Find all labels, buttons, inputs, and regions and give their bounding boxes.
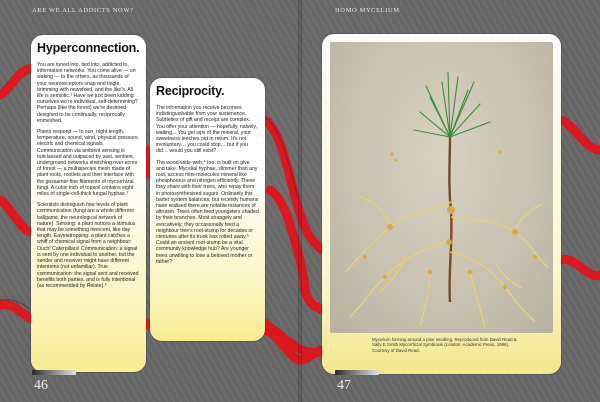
running-head-left: ARE WE ALL ADDICTS NOW? [32,7,134,14]
card1-paragraph: Scientists distinguish four levels of plant communication (fungi are a whole different ballgame, the neurological network of nature). Sensing: a plant notices a stimulus that may be something innocent, like day length. Eavesdropping: a plant catches a whiff of chemical signal from a neighbour: Ouch! Caterpillars! Communication: a signal is sent by one individual to another, but the sender and receiver might have different intentions (not unfamiliar). True communication: the signal sent and received benefits both parties, and is fully intentional (as recommended by Relate).³ [37,202,139,289]
card2-paragraph: The information you receive becomes indistinguishable from your sustenance. Subtleties of gift and receipt are complex. You offer your attention — hopefully, naively, waiting... You get sips of the mineral, your sweetness leeches out in return. It's not involuntary… you could stop… but if you did… would you still exist? [156,105,257,155]
hyperconnection-card [31,35,146,372]
photo-frame [322,34,561,374]
page-bar-right [335,370,379,375]
vessel-line-7 [561,259,600,275]
vessel-line-5 [0,200,31,232]
reciprocity-title: Reciprocity. [156,84,225,98]
gutter [298,0,302,402]
card1-paragraph: You are tuned into, tied into, addicted to, information networks. You come alive — on waking — to the others, as thousands of your neuroreceptors snap and tingle, brimming with newsfeed, and the like's. All life is semiotic.¹ Have we just been kidding ourselves we're individual, self-determining? Perhaps (like the forest) we're destined-designed to be continually, reciprocally enmeshed. [37,62,138,124]
seedling-illustration [330,42,553,333]
card1-paragraph: Plants respond — to sun, night length, temperature, sound, wind, physical pressure, electric and chemical signals. Communication via ambient sensing is outclassed and outpaced by vast, sentient, underground networks stretching over acres of forest — a multispecies mesh made of plant roots, rootlets and their interface with the gossamer-fine filaments of mycorrhizal fungi. A cubic inch of topsoil contains eight miles of single-cell-thick fungal hyphae.² [37,129,140,198]
page-bar-left [32,370,76,375]
page-number-left: 46 [34,378,48,393]
page-number-right: 47 [337,378,351,393]
running-head-right: HOMO MYCELIUM [335,7,400,14]
vessel-line-6 [561,120,600,150]
photo-caption: Mycelium forming around a pine seedling. Reproduced from David Read & Sally E Smith Mycorrhizal Symbiosis (London: Academic Press, 1996). Courtesy of David Read. [372,337,517,353]
hyperconnection-title: Hyperconnection. [37,41,140,55]
card2-paragraph: The wood-wide-web,⁴ too, is built on give and take. Mycelial hyphae, slimmer than any root, access mini-molecules mineral like phosphorous and nitrogen efficiently. These they share with their trees, who repay them in photosynthesised sugars. Ordinarily this barter system balances, but recently humans have realised there are notable instances of altruism. Trees often feed youngsters shaded by their branches. Most strangely and evocatively; they occasionally feed a neighbour tree's root-stump for decades or centuries after its trunk has rotted away.⁵ Could an ancient root-stump be a vital community knowledge hub? Are younger trees unwilling to lose a beloved mother or father? [156,159,259,265]
vessel-line-2 [0,68,32,95]
reciprocity-card [150,78,265,341]
mycelium-seedling-photo [330,42,553,333]
